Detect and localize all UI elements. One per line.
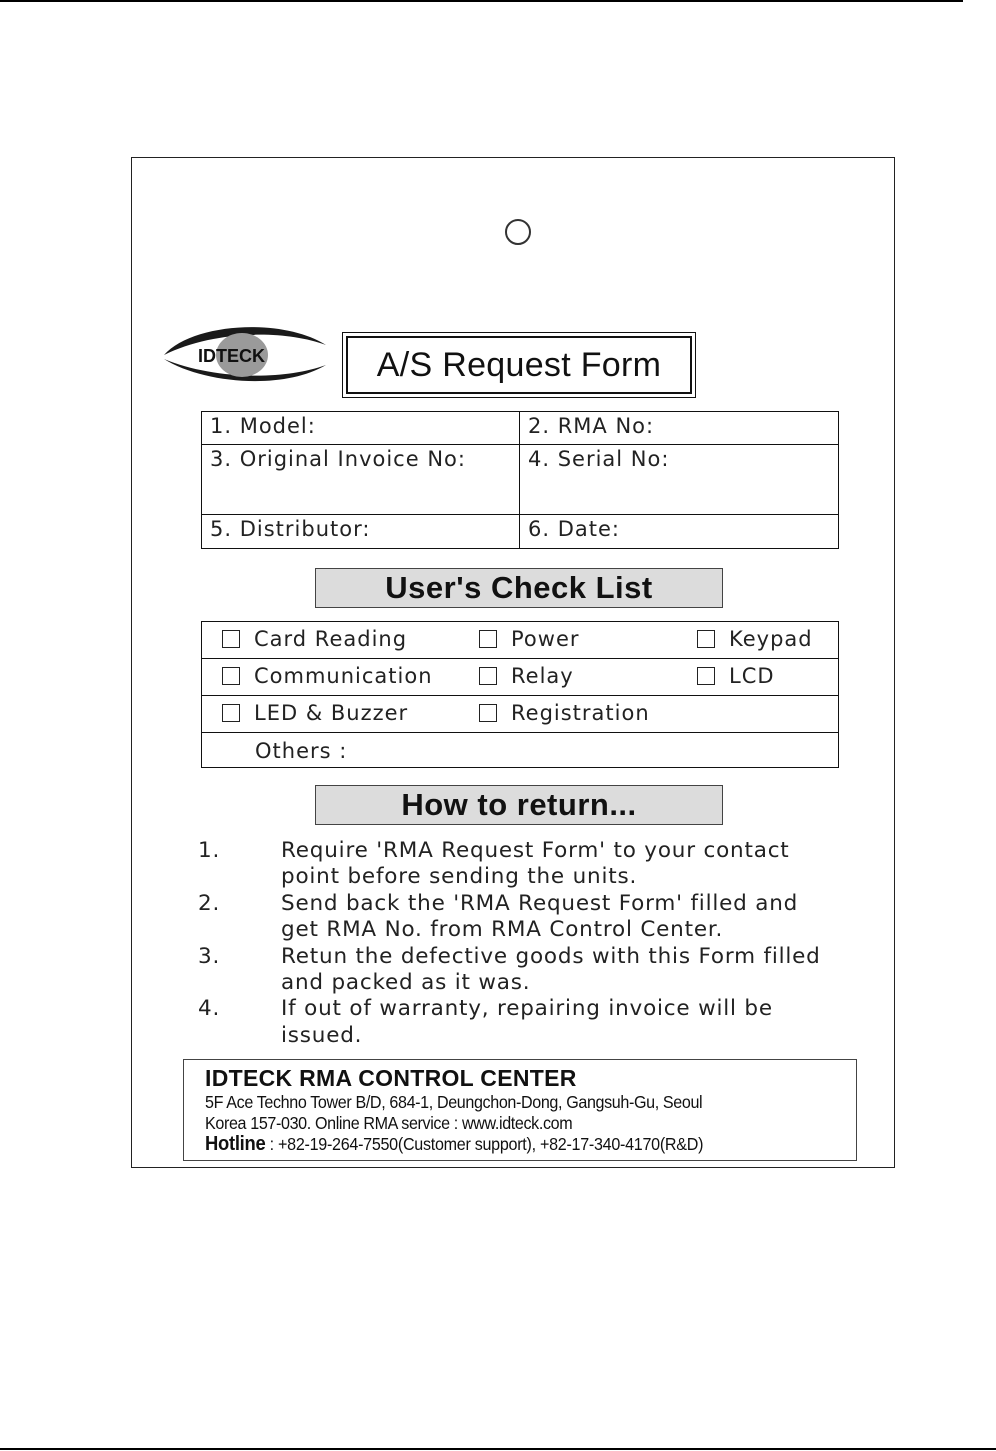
idteck-logo-graphic xyxy=(162,321,328,389)
check-list-row xyxy=(202,696,838,733)
checkbox-icon[interactable] xyxy=(697,667,715,685)
check-label: LCD xyxy=(729,664,775,688)
return-step xyxy=(198,996,848,1049)
check-list-row xyxy=(202,622,838,659)
check-label: LED & Buzzer xyxy=(254,701,409,725)
hotline-numbers: : +82-19-264-7550(Customer support), +82-17-340-4170(R&D) xyxy=(265,1134,704,1154)
check-lcd[interactable] xyxy=(697,664,775,688)
contact-address-line: 5F Ace Techno Tower B/D, 684-1, Deungchon-Dong, Gangsuh-Gu, Seoul xyxy=(205,1092,703,1112)
rma-no-field[interactable]: 2. RMA No: xyxy=(520,412,838,445)
check-label: Card Reading xyxy=(254,627,408,651)
contact-title: IDTECK RMA CONTROL CENTER xyxy=(205,1065,577,1091)
check-power[interactable] xyxy=(479,627,580,651)
checkbox-icon[interactable] xyxy=(479,704,497,722)
serial-no-field[interactable]: 4. Serial No: xyxy=(520,445,838,515)
logo-wordmark: IDTECK xyxy=(198,346,265,366)
rma-info-grid xyxy=(201,411,839,549)
hang-hole xyxy=(505,219,531,245)
check-list-others-row xyxy=(202,733,838,770)
step-number: 3. xyxy=(198,943,221,969)
step-line: Retun the defective goods with this Form filled xyxy=(281,943,821,969)
return-step xyxy=(198,838,848,891)
check-label: Relay xyxy=(511,664,574,688)
return-step xyxy=(198,944,848,997)
step-number: 1. xyxy=(198,838,221,863)
check-label: Communication xyxy=(254,664,433,688)
hotline-label: Hotline xyxy=(205,1133,266,1155)
step-line: point before sending the units. xyxy=(281,864,638,890)
idteck-logo xyxy=(162,321,328,389)
contact-hotline xyxy=(205,1134,804,1155)
return-step xyxy=(198,891,848,944)
step-line: and packed as it was. xyxy=(281,970,531,996)
checkbox-icon[interactable] xyxy=(479,630,497,648)
form-title-frame xyxy=(342,332,696,398)
check-label: Power xyxy=(511,627,580,651)
model-field[interactable]: 1. Model: xyxy=(202,412,520,445)
others-field[interactable]: Others : xyxy=(255,739,348,763)
page-top-rule xyxy=(0,0,963,2)
checkbox-icon[interactable] xyxy=(222,630,240,648)
check-registration[interactable] xyxy=(479,701,650,725)
original-invoice-field[interactable]: 3. Original Invoice No: xyxy=(202,445,520,515)
step-number: 4. xyxy=(198,996,221,1022)
how-to-return-heading: How to return... xyxy=(315,785,723,825)
check-list-heading: User's Check List xyxy=(315,568,723,608)
distributor-field[interactable]: 5. Distributor: xyxy=(202,515,520,548)
step-number: 2. xyxy=(198,890,221,916)
step-line: Require 'RMA Request Form' to your contact xyxy=(281,838,790,863)
step-line: get RMA No. from RMA Control Center. xyxy=(281,917,724,943)
return-steps xyxy=(198,838,848,1049)
contact-address-line: Korea 157-030. Online RMA service : www.idteck.com xyxy=(205,1113,573,1133)
checkbox-icon[interactable] xyxy=(697,630,715,648)
checkbox-icon[interactable] xyxy=(222,704,240,722)
check-led-buzzer[interactable] xyxy=(222,701,408,725)
check-list-table xyxy=(201,621,839,768)
check-keypad[interactable] xyxy=(697,627,813,651)
as-request-card xyxy=(131,157,895,1168)
check-list-row xyxy=(202,659,838,696)
date-field[interactable]: 6. Date: xyxy=(528,517,620,541)
check-relay[interactable] xyxy=(479,664,574,688)
check-label: Registration xyxy=(511,701,650,725)
form-title: A/S Request Form xyxy=(346,336,692,394)
check-communication[interactable] xyxy=(222,664,433,688)
check-card-reading[interactable] xyxy=(222,627,407,651)
page-bottom-rule xyxy=(0,1448,996,1450)
check-label: Keypad xyxy=(729,627,813,651)
step-line: If out of warranty, repairing invoice will be xyxy=(281,996,773,1022)
checkbox-icon[interactable] xyxy=(479,667,497,685)
step-line: Send back the 'RMA Request Form' filled and xyxy=(281,890,799,916)
checkbox-icon[interactable] xyxy=(222,667,240,685)
step-line: issued. xyxy=(281,1022,363,1048)
rma-contact-box xyxy=(183,1059,857,1161)
